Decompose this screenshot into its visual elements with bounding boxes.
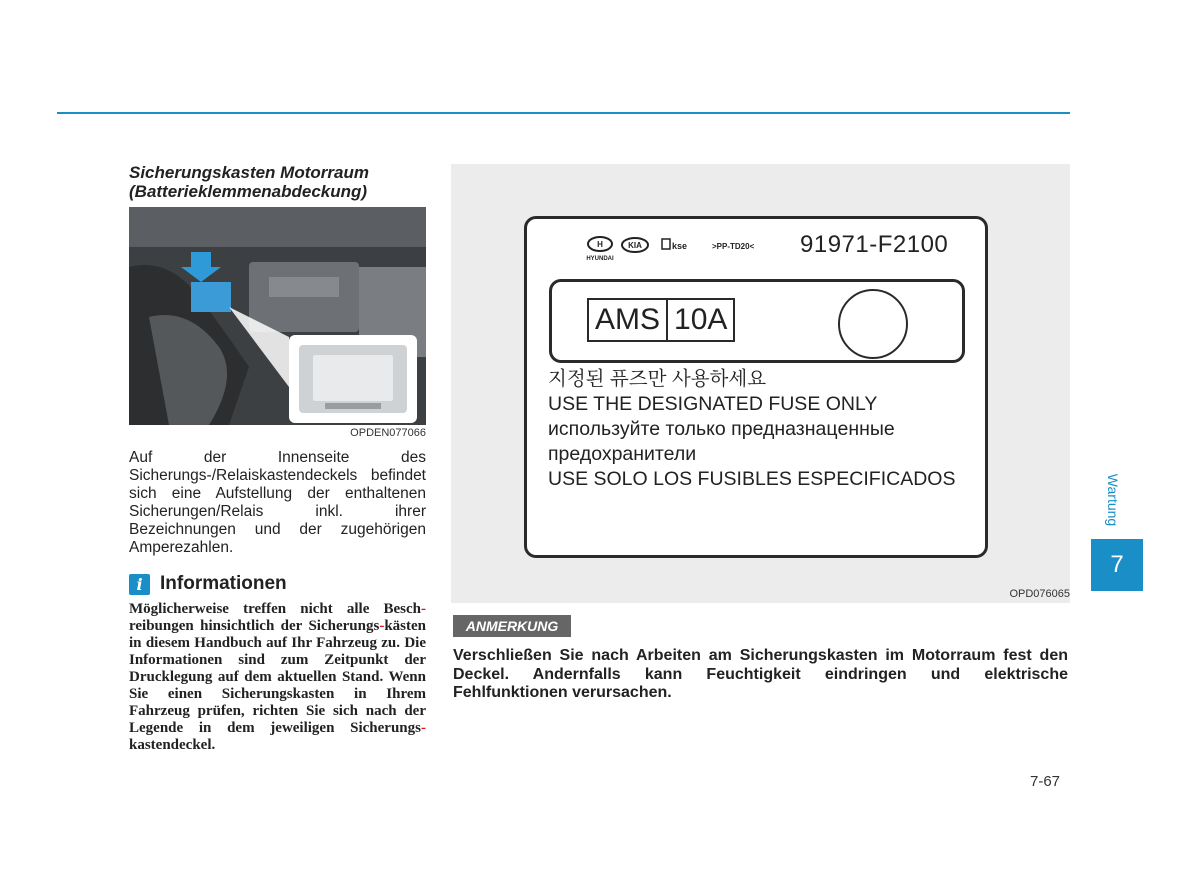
fuse-label-figure [451,164,1070,603]
logo-pp-text: >PP-TD20< [712,242,755,251]
chapter-tab: 7 [1091,539,1143,591]
label-line-spanish: USE SOLO LOS FUSIBLES ESPECIFICADOS [548,468,956,490]
engine-bay-photo [129,207,426,425]
label-line-russian-2: предохранители [548,443,697,465]
info-text-2: reibungen hinsichtlich der Sicherungs [129,618,380,634]
brand-logos-icon [582,234,792,264]
label-line-korean: 지정된 퓨즈만 사용하세요 [548,368,767,390]
info-text-3: kästen in diesem Handbuch auf Ihr Fahrzeug zu. Die Informationen sind zum Zeitpunkt der Drucklegung auf dem aktuellen Stand. Wenn Sie einen Sicherungskasten in Ihrem Fahrzeug prüfen, richten Sie sich nach der Legende in dem jeweiligen Sicherungs [129,618,426,736]
info-icon: i [129,574,150,595]
chapter-side-label-text: Wartung [1105,473,1121,527]
logo-kia-text: KIA [628,241,642,250]
section-title-line2: (Batterieklemmenabdeckung) [129,182,368,201]
label-logos [582,234,792,264]
fuse-circle-icon [838,289,908,359]
section-title-line1: Sicherungskasten Motorraum [129,163,369,182]
svg-text:H: H [597,240,603,249]
info-hyphen-2: - [379,618,385,634]
info-hyphen-1: - [421,601,426,617]
fuse-rating-box [549,279,965,363]
section-heading [129,163,426,201]
info-paragraph [129,601,426,754]
logo-kse-text: kse [672,241,688,251]
label-warning-lines [548,367,955,492]
info-title: Informationen [160,573,287,594]
page-number: 7-67 [1030,773,1061,790]
header-rule [57,112,1070,114]
fuse-spec [587,298,735,342]
info-heading [129,573,287,595]
chapter-side-label [1100,468,1124,538]
fuse-rating: 10A [666,300,733,340]
fuse-type: AMS [595,303,661,336]
body-paragraph: Auf der Innenseite des Sicherungs-/Relaiskastendeckels befindet sich eine Aufstellung der enthaltenen Sicherungen/Relais inkl. ihrer Bezeichnungen und der zugehörigen Amperezahlen. [129,449,426,556]
fuse-label-card [524,216,988,558]
label-line-russian-1: используйте только предназнацeнные [548,418,895,440]
note-badge: ANMERKUNG [453,615,571,637]
note-paragraph: Verschließen Sie nach Arbeiten am Sicherungskasten im Motorraum fest den Deckel. Andernfalls kann Feuchtigkeit eindringen und elektrische Fehlfunktionen verursachen. [453,647,1068,701]
info-text-1: Möglicherweise treffen nicht alle Besch [129,601,421,617]
part-number: 91971-F2100 [800,231,949,258]
label-line-english: USE THE DESIGNATED FUSE ONLY [548,393,878,415]
photo-caption: OPDEN077066 [350,427,426,439]
info-text-4: kastendeckel. [129,737,216,753]
info-hyphen-3: - [421,720,426,736]
label-caption: OPD076065 [1009,588,1070,600]
logo-hyundai-text: HYUNDAI [586,256,614,262]
